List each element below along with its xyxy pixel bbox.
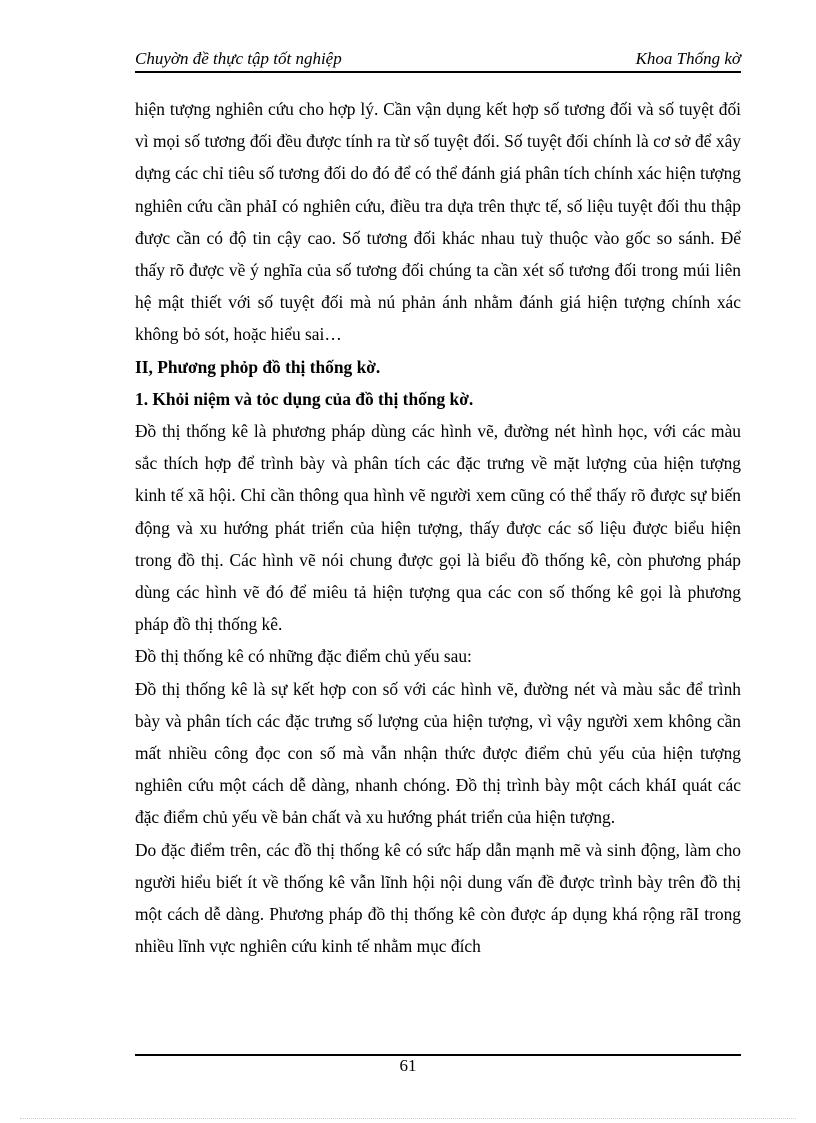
paragraph-features-intro: Đồ thị thống kê có những đặc điểm chủ yếu sau: xyxy=(135,646,472,667)
page-number: 61 xyxy=(399,1056,417,1075)
document-body xyxy=(135,93,741,962)
paragraph-application: Do đặc điểm trên, các đồ thị thống kê có sức hấp dẫn mạnh mẽ và sinh động, làm cho người hiểu biết ít về thống kê vẫn lĩnh hội nội dung vấn đề được trình bày trên đồ thị một cách dễ dàng. Phương pháp đồ thị thống kê còn được áp dụng khá rộng rãI trong nhiều lĩnh vực nghiên cứu kinh tế nhằm mục đích xyxy=(135,839,741,957)
paragraph-relative-absolute: hiện tượng nghiên cứu cho hợp lý. Cần vận dụng kết hợp số tương đối và số tuyệt đối vì mọi số tương đối đều được tính ra từ số tuyệt đối. Số tuyệt đối chính là cơ sở để xây dựng các chỉ tiêu số tương đối do đó để có thể đánh giá phân tích chính xác hiện tượng nghiên cứu cần phảI có nghiên cứu, điều tra dựa trên thực tế, số liệu tuyệt đối thu thập được cần có độ tin cậy cao. Số tương đối khác nhau tuỳ thuộc vào gốc so sánh. Để thấy rõ được về ý nghĩa của số tương đối chúng ta cần xét số tương đối trong múi liên hệ mật thiết với số tuyệt đối mà nú phản ánh nhằm đánh giá hiện tượng chính xác không bỏ sót, hoặc hiểu sai… xyxy=(135,99,741,345)
section-heading: II, Phương phỏp đồ thị thống kờ. xyxy=(135,356,381,377)
subsection-heading: 1. Khỏi niệm và tỏc dụng của đồ thị thống kờ. xyxy=(135,388,474,409)
paragraph-feature-detail: Đồ thị thống kê là sự kết hợp con số với các hình vẽ, đường nét và màu sắc để trình bày và phân tích các đặc trưng số lượng của hiện tượng, vì vậy người xem không cần mất nhiều công đọc con số mà vẫn nhận thức được điểm chủ yếu của hiện tượng nghiên cứu một cách dễ dàng, nhanh chóng. Đồ thị trình bày một cách kháI quát các đặc điểm chủ yếu về bản chất và xu hướng phát triển của hiện tượng. xyxy=(135,678,741,828)
paragraph-definition: Đồ thị thống kê là phương pháp dùng các hình vẽ, đường nét hình học, với các màu sắc thích hợp để trình bày và phân tích các đặc trưng về mặt lượng của hiện tượng kinh tế xã hội. Chỉ cần thông qua hình vẽ người xem cũng có thể thấy rõ được sự biến động và xu hướng phát triển của hiện tượng, thấy được các số liệu được biểu hiện trong đồ thị. Các hình vẽ nói chung được gọi là biểu đồ thống kê, còn phương pháp dùng các hình vẽ đó để miêu tả hiện tượng qua các con số thống kê gọi là phương pháp đồ thị thống kê. xyxy=(135,421,741,635)
header-left-title: Chuyờn đề thực tập tốt nghiệp xyxy=(135,49,342,68)
page-edge-divider xyxy=(20,1118,796,1119)
page-header xyxy=(135,47,741,73)
header-right-title: Khoa Thống kờ xyxy=(635,49,741,68)
